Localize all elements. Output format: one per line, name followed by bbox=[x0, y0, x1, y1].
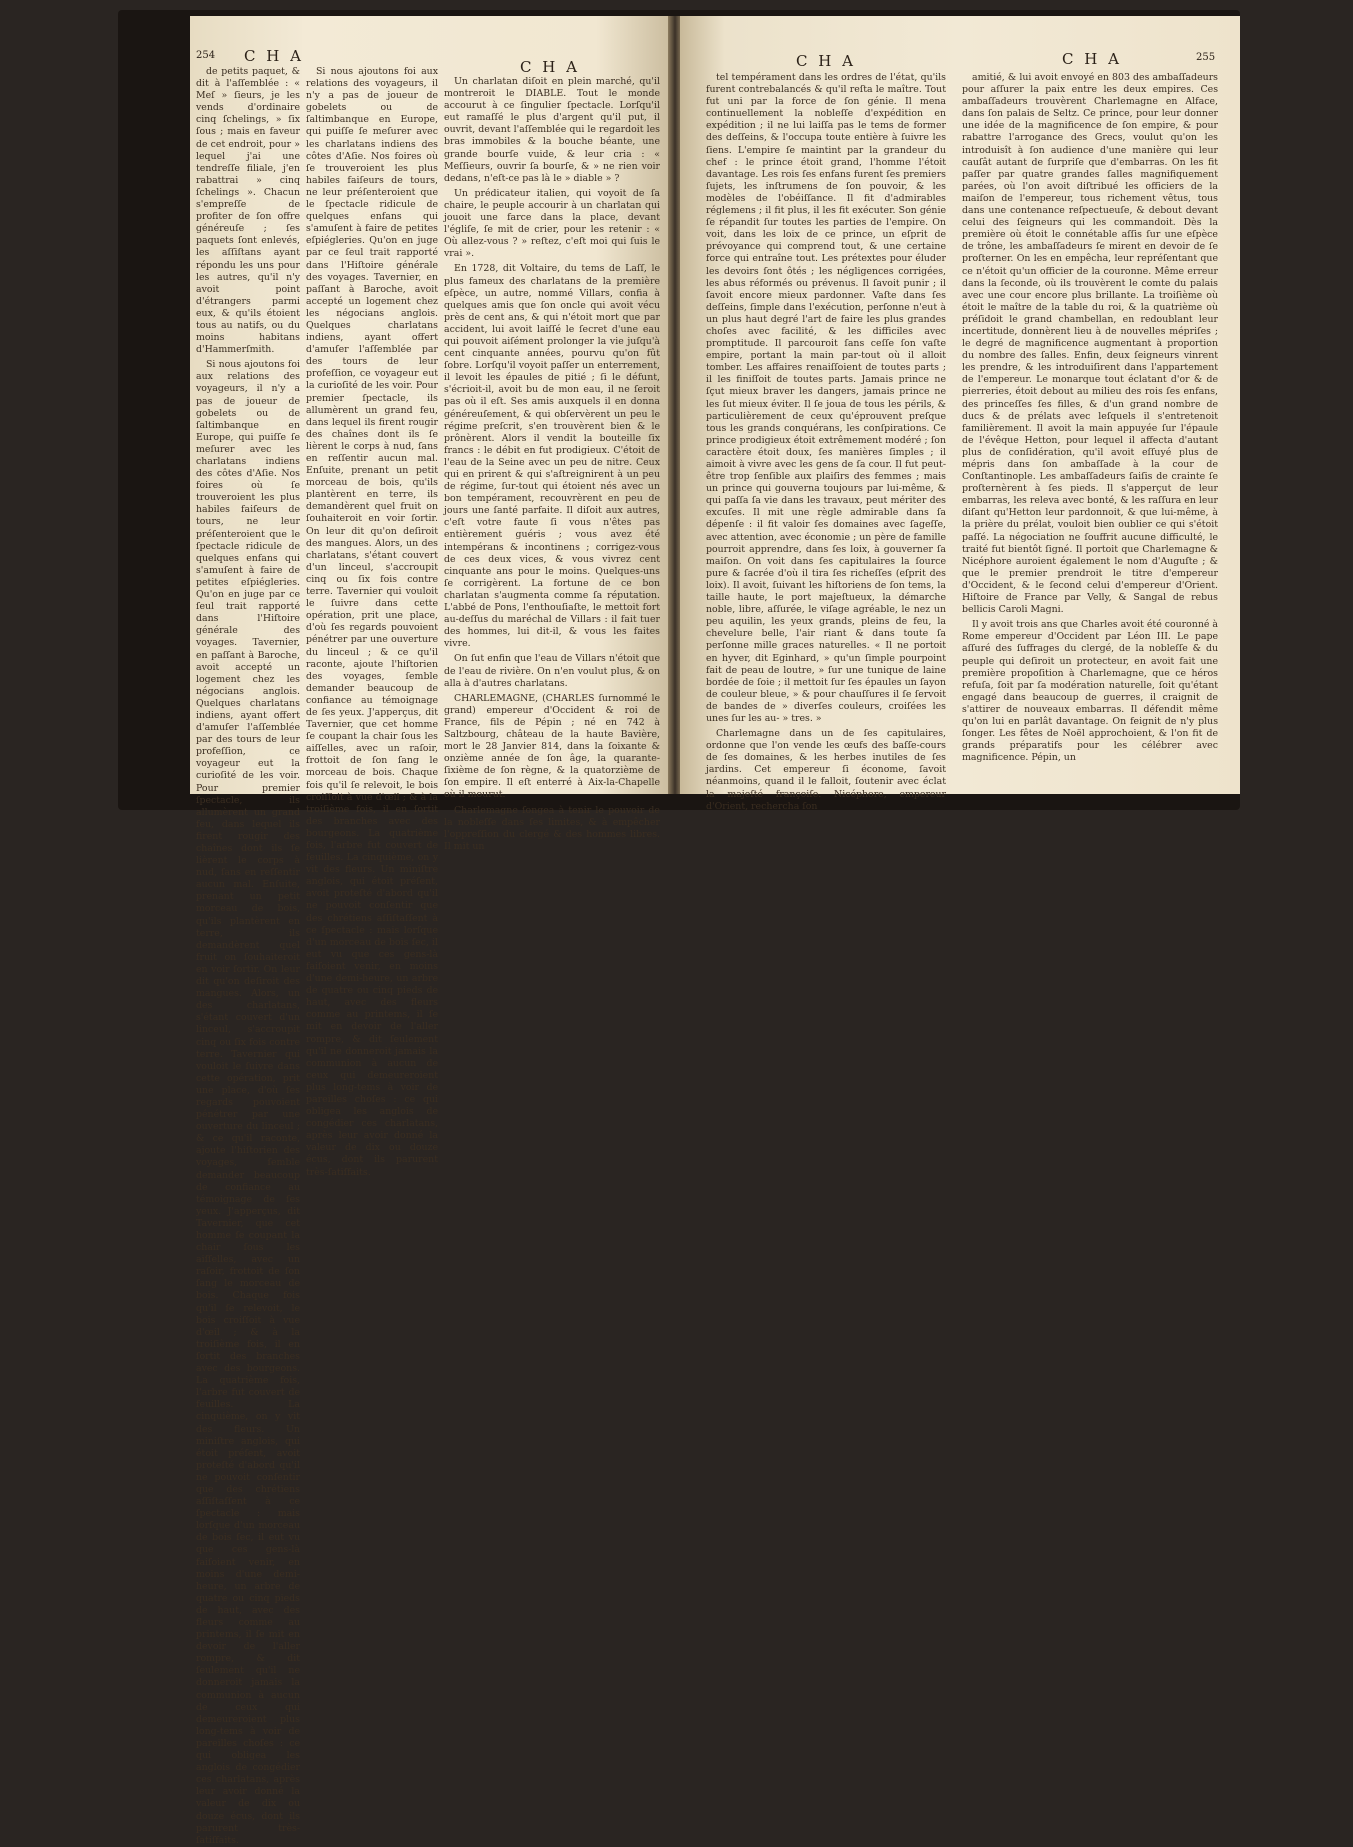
paragraph: Si nous ajoutons foi aux relations des voyageurs, il n'y a pas de joueur de gobelets ou de ſaltimbanque en Europe, qui puiſſe ſe meſurer avec les charlatans indiens des côtes d'Aſie. Nos foires où ſe trouveroient les plus habiles faiſeurs de tours, ne leur préſenteroient que le ſpectacle ridicule de quelques enfans qui s'amuſent à faire de petites eſpiégleries. Qu'on en juge par ce ſeul trait rapporté dans l'Hiſtoire générale des voyages. Tavernier, en paſſant à Baroche, avoit accepté un logement chez les négocians anglois. Quelques charlatans indiens, ayant offert d'amuſer l'aſſemblée par des tours de leur profeſſion, ce voyageur eut la curioſité de les voir. Pour premier ſpectacle, ils allumèrent un grand feu, dans lequel ils firent rougir des chaînes dont ils ſe lièrent le corps à nud, ſans en reſſentir aucun mal. Enſuite, prenant un petit morceau de bois, qu'ils plantèrent en terre, ils demandèrent quel fruit on ſouhaiteroit en voir ſortir. On leur dit qu'on deſiroit des mangues. Alors, un des charlatans, s'étant couvert d'un linceul, s'accroupit cinq ou ſix fois contre terre. Tavernier qui vouloit le ſuivre dans cette opération, prit une place, d'où ſes regards pouvoient pénétrer par une ouverture du linceul ; & ce qu'il raconte, ajoute l'hiſtorien des voyages, ſemble demander beaucoup de confiance au témoignage de ſes yeux. J'apperçus, dit Tavernier, que cet homme ſe coupant la chair ſous les aiſſelles, avec un raſoir, frottoit de ſon ſang le morceau de bois. Chaque fois qu'il ſe relevoit, le bois croiſſoit à vue d'œil ; & à la troiſième fois, il en ſortit des branches avec des bourgeons. La quatrième fois, l'arbre fut couvert de feuilles. La cinquième, on y vit des fleurs. Un miniſtre anglois, qui étoit préſent, avoit proteſté d'abord qu'il ne pouvoit conſentir que des chrétiens aſſiſtaſſent à ce ſpectacle : mais lorſque d'un morceau de bois ſec, il eut vu que ces gens-là faiſoient venir, en moins d'une demi-heure, un arbre de quatre ou cinq pieds de haut, avec des fleurs comme au printems, il ſe mit en devoir de l'aller rompre, & dit ſeulement qu'il ne donneroit jamais la communion à aucun de ceux qui demeureroient plus long-tems à voir de pareilles choſes : ce qui obligea les anglois de congédier ces charlatans, après leur avoir donné la valeur de dix ou douze écus, dont ils parurent très-ſatiſfaits. bbox=[196, 359, 300, 1846]
right-page-header-2: C H A bbox=[1062, 50, 1122, 68]
paragraph: Charlemagne ſongea à tenir le pouvoir de la nobleſſe dans ſes limites, & à empêcher l'oppreſſion du clergé & des hommes libres. Il mit un bbox=[444, 804, 660, 852]
left-page-column-1-continued bbox=[306, 66, 438, 1178]
right-page-column-2 bbox=[962, 72, 1218, 787]
entry-paragraph bbox=[444, 693, 660, 802]
left-page-column-1 bbox=[196, 66, 300, 1846]
paragraph: Si nous ajoutons foi aux relations des voyageurs, il n'y a pas de joueur de gobelets ou de ſaltimbanque en Europe, qui puiſſe ſe meſurer avec les charlatans indiens des côtes d'Aſie. Nos foires où ſe trouveroient les plus habiles faiſeurs de tours, ne leur préſenteroient que le ſpectacle ridicule de quelques enfans qui s'amuſent à faire de petites eſpiégleries. Qu'on en juge par ce ſeul trait rapporté dans l'Hiſtoire générale des voyages. Tavernier, en paſſant à Baroche, avoit accepté un logement chez les négocians anglois. Quelques charlatans indiens, ayant offert d'amuſer l'aſſemblée par des tours de leur profeſſion, ce voyageur eut la curioſité de les voir. Pour premier ſpectacle, ils allumèrent un grand feu, dans lequel ils firent rougir des chaînes dont ils ſe lièrent le corps à nud, ſans en reſſentir aucun mal. Enſuite, prenant un petit morceau de bois, qu'ils plantèrent en terre, ils demandèrent quel fruit on ſouhaiteroit en voir ſortir. On leur dit qu'on deſiroit des mangues. Alors, un des charlatans, s'étant couvert d'un linceul, s'accroupit cinq ou ſix fois contre terre. Tavernier qui vouloit le ſuivre dans cette opération, prit une place, d'où ſes regards pouvoient pénétrer par une ouverture du linceul ; & ce qu'il raconte, ajoute l'hiſtorien des voyages, ſemble demander beaucoup de confiance au témoignage de ſes yeux. J'apperçus, dit Tavernier, que cet homme ſe coupant la chair ſous les aiſſelles, avec un raſoir, frottoit de ſon ſang le morceau de bois. Chaque fois qu'il ſe relevoit, le bois croiſſoit à vue d'œil ; & à la troiſième fois, il en ſortit des branches avec des bourgeons. La quatrième fois, l'arbre fut couvert de feuilles. La cinquième, on y vit des fleurs. Un miniſtre anglois, qui étoit préſent, avoit proteſté d'abord qu'il ne pouvoit conſentir que des chrétiens aſſiſtaſſent à ce ſpectacle : mais lorſque d'un morceau de bois ſec, il eut vu que ces gens-là faiſoient venir, en moins d'une demi-heure, un arbre de quatre ou cinq pieds de haut, avec des fleurs comme au printems, il ſe mit en devoir de l'aller rompre, & dit ſeulement qu'il ne donneroit jamais la communion à aucun de ceux qui demeureroient plus long-tems à voir de pareilles choſes : ce qui obligea les anglois de congédier ces charlatans, après leur avoir donné la valeur de dix ou douze écus, dont ils parurent très-ſatiſfaits. bbox=[306, 66, 438, 1178]
paragraph: de petits paquet, & dit à l'aſſemblée : « Meſ » ſieurs, je les vends d'ordinaire cinq ſchelings, » ſix ſous ; mais en faveur de cet endroit, pour » lequel j'ai une tendreſſe filiale, j'en rabattrai » cinq ſchelings ». Chacun s'empreſſe de profiter de ſon offre généreuſe ; ſes paquets ſont enlevés, les aſſiſtans ayant répondu les uns pour les autres, qu'il n'y avoit point d'étrangers parmi eux, & qu'ils étoient tous au natifs, ou du moins habitans d'Hammerſmith. bbox=[196, 66, 300, 356]
paragraph: En 1728, dit Voltaire, du tems de Laſſ, le plus fameux des charlatans de la première eſpèce, un autre, nommé Villars, confia à quelques amis que ſon oncle qui avoit vécu près de cent ans, & qui n'étoit mort que par accident, lui avoit laiſſé le ſecret d'une eau qui pouvoit aiſément prolonger la vie juſqu'à cent cinquante années, pourvu qu'on fût ſobre. Lorſqu'il voyoit paſſer un enterrement, il levoit les épaules de pitié ; ſi le défunt, s'écrioit-il, avoit bu de mon eau, il ne ſeroit pas où il eſt. Ses amis auxquels il en donna généreuſement, & qui obſervèrent un peu le régime preſcrit, s'en trouvèrent bien & le prônèrent. Alors il vendit la bouteille ſix francs : le débit en fut prodigieux. C'étoit de l'eau de la Seine avec un peu de nitre. Ceux qui en prirent & qui s'aſtreignirent à un peu de régime, ſur-tout qui étoient nés avec un bon tempérament, recouvrèrent en peu de jours une ſanté parfaite. Il diſoit aux autres, c'eſt votre faute ſi vous n'êtes pas entièrement guéris ; vous avez été intempérans & incontinens ; corrigez-vous de ces deux vices, & vous vivrez cent cinquante ans pour le moins. Quelques-uns ſe corrigèrent. La fortune de ce bon charlatan s'augmenta comme ſa réputation. L'abbé de Pons, l'enthouſiaſte, le mettoit fort au-deſſus du maréchal de Villars : il fait tuer des hommes, lui dit-il, & vous les faites vivre. bbox=[444, 263, 660, 650]
paragraph: amitié, & lui avoit envoyé en 803 des ambaſſadeurs pour aſſurer la paix entre les deux empires. Ces ambaſſadeurs trouvèrent Charlemagne en Alface, dans ſon palais de Seltz. Ce prince, pour leur donner une idée de la magnificence de ſon empire, & pour rabattre l'arrogance des Grecs, voulut qu'on les introduisît à ſon audience d'une manière qui leur cauſât autant de ſurpriſe que d'embarras. On les fit paſſer par quatre grandes ſalles magnifiquement parées, où l'on avoit diſtribué les officiers de la maiſon de l'empereur, tous richement vêtus, tous dans une contenance reſpectueuſe, & debout devant celui des ſeigneurs qui les commandoit. Dès la première où étoit le connétable aſſis ſur une eſpèce de trône, les ambaſſadeurs ſe mirent en devoir de ſe proſterner. On les en empêcha, leur repréſentant que ce n'étoit qu'un officier de la couronne. Même erreur dans la ſeconde, où ils trouvèrent le comte du palais avec une cour encore plus brillante. La troiſième où étoit le maître de la table du roi, & la quatrième où préſidoit le grand chambellan, en redoublant leur incertitude, donnèrent lieu à de nouvelles mépriſes ; le degré de magnificence augmentant à proportion du nombre des ſalles. Enfin, deux ſeigneurs vinrent les prendre, & les introduiſirent dans l'appartement de l'empereur. Le monarque tout éclatant d'or & de pierreries, étoit debout au milieu des rois ſes enfans, des princeſſes ſes filles, & d'un grand nombre de ducs & de prélats avec leſquels il s'entretenoit familièrement. Il avoit la main appuyée ſur l'épaule de l'évêque Hetton, pour lequel il affecta d'autant plus de conſidération, qu'il avoit eſſuyé plus de mépris dans ſon ambaſſade à la cour de Conſtantinople. Les ambaſſadeurs ſaiſis de crainte ſe proſternèrent à ſes pieds. Il s'apperçut de leur embarras, les releva avec bonté, & les raſſura en leur diſant qu'Hetton leur pardonnoit, & que lui-même, à la prière du prélat, vouloit bien oublier ce qui s'étoit paſſé. La négociation ne ſouffrit aucune difficulté, le traité fut bientôt ſigné. Il portoit que Charlemagne & Nicéphore auroient également le nom d'Auguſte ; & que le premier prendroit le titre d'empereur d'Occident, & le ſecond celui d'empereur d'Orient. Hiſtoire de France par Velly, & Sangal de rebus bellicis Caroli Magni. bbox=[962, 72, 1218, 616]
entry-body: (CHARLES ſurnommé le grand) empereur d'Occident & roi de France, fils de Pépin ; né en 742 à Saltzbourg, château de la haute Bavière, mort le 28 Janvier 814, dans la ſoixante & onzième année de ſon âge, la quarante-ſixième de ſon règne, & la quatorzième de ſon empire. Il eſt enterré à Aix-la-Chapelle où il mourut. bbox=[444, 692, 660, 801]
right-page-header-1: C H A bbox=[796, 52, 856, 70]
left-page-number: 254 bbox=[196, 50, 216, 61]
entry-title: CHARLEMAGNE, bbox=[454, 692, 539, 704]
paragraph: Un prédicateur italien, qui voyoit de ſa chaire, le peuple accourir à un charlatan qui jouoit une farce dans la place, devant l'égliſe, ſe mit de crier, pour les retenir : « Où allez-vous ? » reſtez, c'eſt moi qui ſuis le vrai ». bbox=[444, 187, 660, 260]
paragraph: On ſut enfin que l'eau de Villars n'étoit que de l'eau de rivière. On n'en voulut plus, & on alla à d'autres charlatans. bbox=[444, 653, 660, 689]
paragraph: tel tempérament dans les ordres de l'état, qu'ils furent contrebalancés & qu'il reſta le maître. Tout fut uni par la force de ſon génie. Il mena continuellement la nobleſſe d'expédition en expédition ; il ne lui laiſſa pas le tems de former des deſſeins, & l'occupa toute entière à ſuivre les ſiens. L'empire ſe maintint par la grandeur du chef : le prince étoit grand, l'homme l'étoit davantage. Les rois ſes enfans furent ſes premiers ſujets, les inſtrumens de ſon pouvoir, & les modèles de l'obéiſſance. Il fit d'admirables réglemens ; il fit plus, il les fit exécuter. Son génie ſe répandit ſur toutes les parties de l'empire. On voit, dans les loix de ce prince, un eſprit de prévoyance qui comprend tout, & une certaine force qui entraîne tout. Les prétextes pour éluder les devoirs ſont ôtés ; les négligences corrigées, les abus réformés ou prévenus. Il ſavoit punir ; il ſavoit encore mieux pardonner. Vaſte dans ſes deſſeins, ſimple dans l'exécution, perſonne n'eut à un plus haut degré l'art de faire les plus grandes choſes avec facilité, & les difficiles avec promptitude. Il parcouroit ſans ceſſe ſon vaſte empire, portant la main par-tout où il alloit tomber. Les affaires renaiſſoient de toutes parts ; il les finiſſoit de toutes parts. Jamais prince ne ſçut mieux braver les dangers, jamais prince ne les ſut mieux éviter. Il ſe joua de tous les périls, & particulièrement de ceux qu'éprouvent preſque tous les grands conquérans, les conſpirations. Ce prince prodigieux étoit extrêmement modéré ; ſon caractère étoit doux, ſes manières ſimples ; il aimoit à vivre avec les gens de ſa cour. Il fut peut-être trop ſenſible aux plaiſirs des femmes ; mais un prince qui gouverna toujours par lui-même, & qui paſſa ſa vie dans les travaux, peut mériter des excuſes. Il mit une règle admirable dans ſa dépenſe : il fit valoir ſes domaines avec ſageſſe, avec attention, avec économie ; un père de famille pourroit apprendre, dans ſes loix, à gouverner ſa maiſon. On voit dans ſes capitulaires la ſource pure & ſacrée d'où il tira ſes richeſſes (eſprit des loix). Il avoit, ſuivant les hiſtoriens de ſon tems, la taille haute, le port majeſtueux, la démarche noble, libre, aſſurée, le viſage agréable, le nez un peu aquilin, les yeux grands, pleins de feu, la chevelure belle, l'air riant & dans toute ſa perſonne mille graces naturelles. « Il ne portoit en hyver, dit Eginhard, » qu'un ſimple pourpoint fait de peau de loutre, » ſur une tunique de laine bordée de ſoie ; il mettoit ſur ſes épaules un ſayon de couleur bleue, » & pour chauſſures il ſe ſervoit de bandes de » diverſes couleurs, croiſées les unes ſur les au- » tres. » bbox=[706, 72, 946, 724]
paragraph: Un charlatan diſoit en plein marché, qu'il montreroit le DIABLE. Tout le monde accourut à ce ſingulier ſpectacle. Lorſqu'il eut ramaſſé le plus d'argent qu'il put, il ouvrit, devant l'aſſemblée qui le regardoit les bras immobiles & la bouche béante, une grande bourſe vuide, & leur cria : « Meſſieurs, ouvrir ſa bourſe, & » ne rien voir dedans, n'eſt-ce pas là le » diable » ? bbox=[444, 76, 660, 184]
paragraph: Charlemagne dans un de ſes capitulaires, ordonne que l'on vende les œufs des baſſe-cours de ſes domaines, & les herbes inutiles de ſes jardins. Cet empereur ſi économe, ſavoit néanmoins, quand il le falloit, ſoutenir avec éclat la majeſté françoiſe. Nicéphore, empereur d'Orient, rechercha ſon bbox=[706, 728, 946, 812]
paragraph: Il y avoit trois ans que Charles avoit été couronné à Rome empereur d'Occident par Léon III. Le pape aſſuré des ſuffrages du clergé, de la nobleſſe & du peuple qui deſiroit un protecteur, en avoit fait une première propoſition à Charlemagne, que ce héros refuſa, ſoit par ſa modération naturelle, ſoit qu'étant engagé dans beaucoup de guerres, il craignit de s'attirer de nouveaux embarras. Il défendit même qu'on lui en parlât davantage. On feignit de n'y plus ſonger. Les fêtes de Noël approchoient, & l'on fit de grands préparatifs pour les célébrer avec magnificence. Pépin, un bbox=[962, 619, 1218, 764]
left-page-header: C H A bbox=[244, 47, 304, 65]
left-page-column-2-header: C H A bbox=[520, 58, 580, 76]
right-page-number: 255 bbox=[1196, 52, 1216, 63]
right-page-column-1 bbox=[706, 72, 946, 812]
left-page-column-2 bbox=[444, 76, 660, 852]
